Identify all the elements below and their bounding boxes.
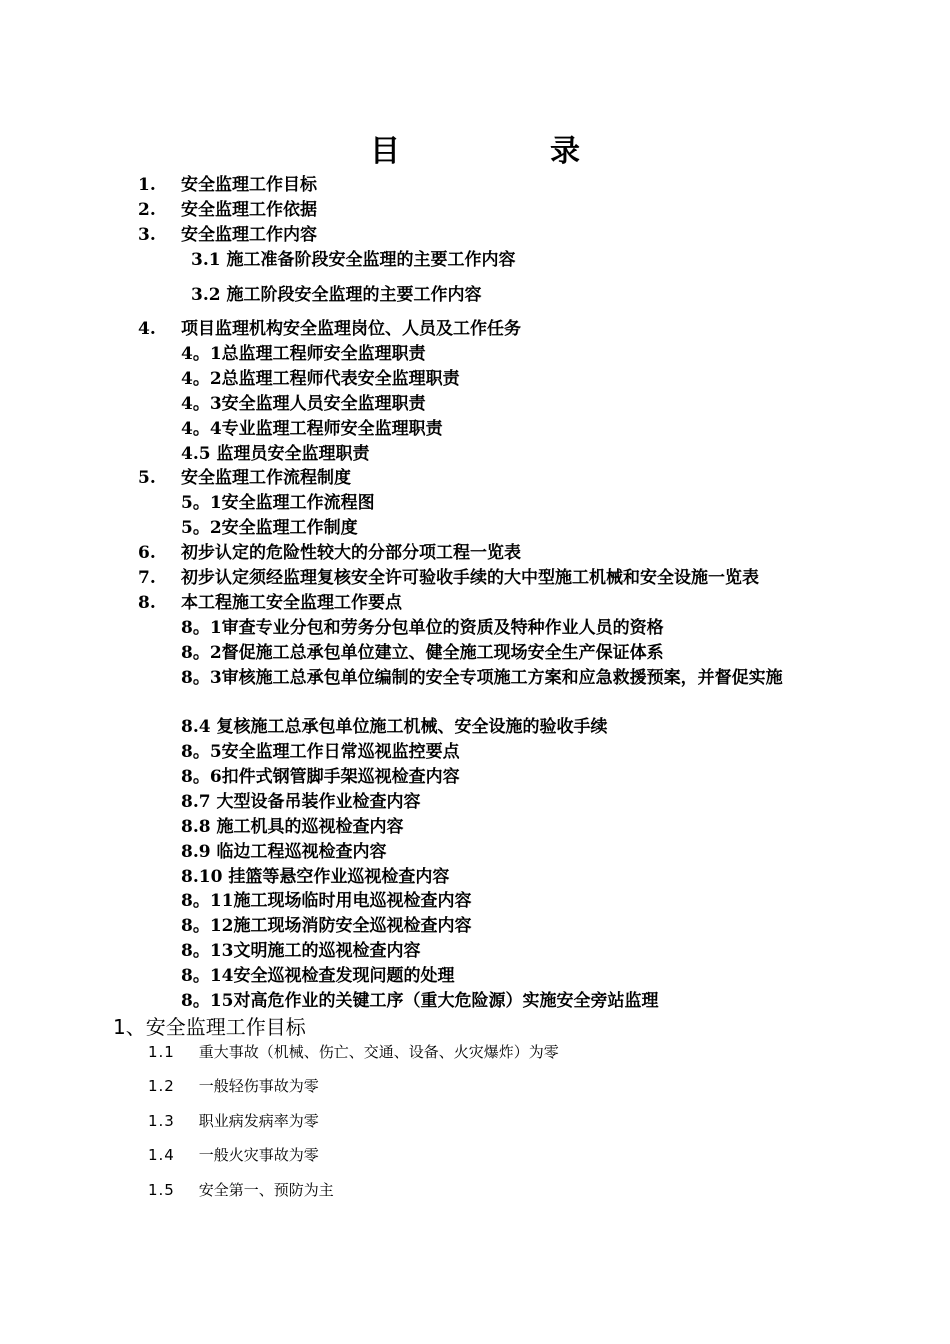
- toc-number: 7.: [138, 568, 156, 588]
- goal-text: 职业病发病率为零: [198, 1112, 319, 1130]
- toc-item-5-1: 5。1安全监理工作流程图: [181, 493, 375, 513]
- toc-number: 6.: [138, 543, 156, 563]
- toc-number: 5.: [138, 468, 156, 488]
- toc-item-8-3: 8。3审核施工总承包单位编制的安全专项施工方案和应急救援预案，并督促实施: [181, 668, 783, 688]
- toc-item-5-2: 5。2安全监理工作制度: [181, 518, 358, 538]
- goal-item: [148, 1145, 319, 1165]
- toc-item-8-11: 8。11施工现场临时用电巡视检查内容: [181, 891, 472, 911]
- goal-text: 安全第一、预防为主: [198, 1181, 334, 1199]
- toc-text: 安全监理工作依据: [181, 200, 317, 220]
- toc-item-4-2: 4。2总监理工程师代表安全监理职责: [181, 369, 460, 389]
- goal-text: 重大事故（机械、伤亡、交通、设备、火灾爆炸）为零: [198, 1043, 559, 1061]
- toc-number: 2.: [138, 200, 156, 220]
- toc-item-8-6: 8。6扣件式钢管脚手架巡视检查内容: [181, 767, 460, 787]
- toc-text: 本工程施工安全监理工作要点: [181, 593, 402, 613]
- toc-text: 安全监理工作内容: [181, 225, 317, 245]
- toc-item-8-9: 8.9 临边工程巡视检查内容: [181, 842, 387, 862]
- toc-item-8-1: 8。1审查专业分包和劳务分包单位的资质及特种作业人员的资格: [181, 618, 664, 638]
- toc-item-8-7: 8.7 大型设备吊装作业检查内容: [181, 792, 421, 812]
- goal-number: 1.1: [148, 1043, 175, 1061]
- toc-item-3-2: 3.2 施工阶段安全监理的主要工作内容: [191, 285, 482, 305]
- page-title: 目 录: [370, 134, 640, 169]
- goal-text: 一般火灾事故为零: [198, 1146, 319, 1164]
- toc-number: 1.: [138, 175, 156, 195]
- goal-number: 1.2: [148, 1077, 175, 1095]
- toc-text: 安全监理工作流程制度: [181, 468, 351, 488]
- goal-number: 1.5: [148, 1181, 175, 1199]
- toc-number: 3.: [138, 225, 156, 245]
- toc-item-8-5: 8。5安全监理工作日常巡视监控要点: [181, 742, 460, 762]
- toc-item-4-3: 4。3安全监理人员安全监理职责: [181, 394, 426, 414]
- toc-item-8-4: 8.4 复核施工总承包单位施工机械、安全设施的验收手续: [181, 717, 608, 737]
- toc-item-8-14: 8。14安全巡视检查发现问题的处理: [181, 966, 455, 986]
- toc-number: 4.: [138, 319, 156, 339]
- toc-item-8-15: 8。15对高危作业的关键工序（重大危险源）实施安全旁站监理: [181, 991, 659, 1011]
- toc-text: 初步认定须经监理复核安全许可验收手续的大中型施工机械和安全设施一览表: [181, 568, 759, 588]
- toc-text: 初步认定的危险性较大的分部分项工程一览表: [181, 543, 521, 563]
- goal-item: [148, 1076, 319, 1096]
- toc-item-3-1: 3.1 施工准备阶段安全监理的主要工作内容: [191, 250, 516, 270]
- toc-text: 项目监理机构安全监理岗位、人员及工作任务: [181, 319, 521, 339]
- goal-item: [148, 1042, 559, 1062]
- toc-item-8-13: 8。13文明施工的巡视检查内容: [181, 941, 421, 961]
- goal-text: 一般轻伤事故为零: [198, 1077, 319, 1095]
- goal-item: [148, 1180, 334, 1200]
- toc-number: 8.: [138, 593, 156, 613]
- goal-number: 1.3: [148, 1112, 175, 1130]
- toc-item-4-1: 4。1总监理工程师安全监理职责: [181, 344, 426, 364]
- goal-number: 1.4: [148, 1146, 175, 1164]
- toc-item-4-5: 4.5 监理员安全监理职责: [181, 444, 370, 464]
- toc-item-8-8: 8.8 施工机具的巡视检查内容: [181, 817, 404, 837]
- goal-item: [148, 1111, 319, 1131]
- toc-item-4-4: 4。4专业监理工程师安全监理职责: [181, 419, 443, 439]
- toc-item-8-12: 8。12施工现场消防安全巡视检查内容: [181, 916, 472, 936]
- section-heading: 1、安全监理工作目标: [113, 1015, 306, 1039]
- toc-text: 安全监理工作目标: [181, 175, 317, 195]
- toc-item-8-10: 8.10 挂篮等悬空作业巡视检查内容: [181, 867, 450, 887]
- toc-item-8-2: 8。2督促施工总承包单位建立、健全施工现场安全生产保证体系: [181, 643, 664, 663]
